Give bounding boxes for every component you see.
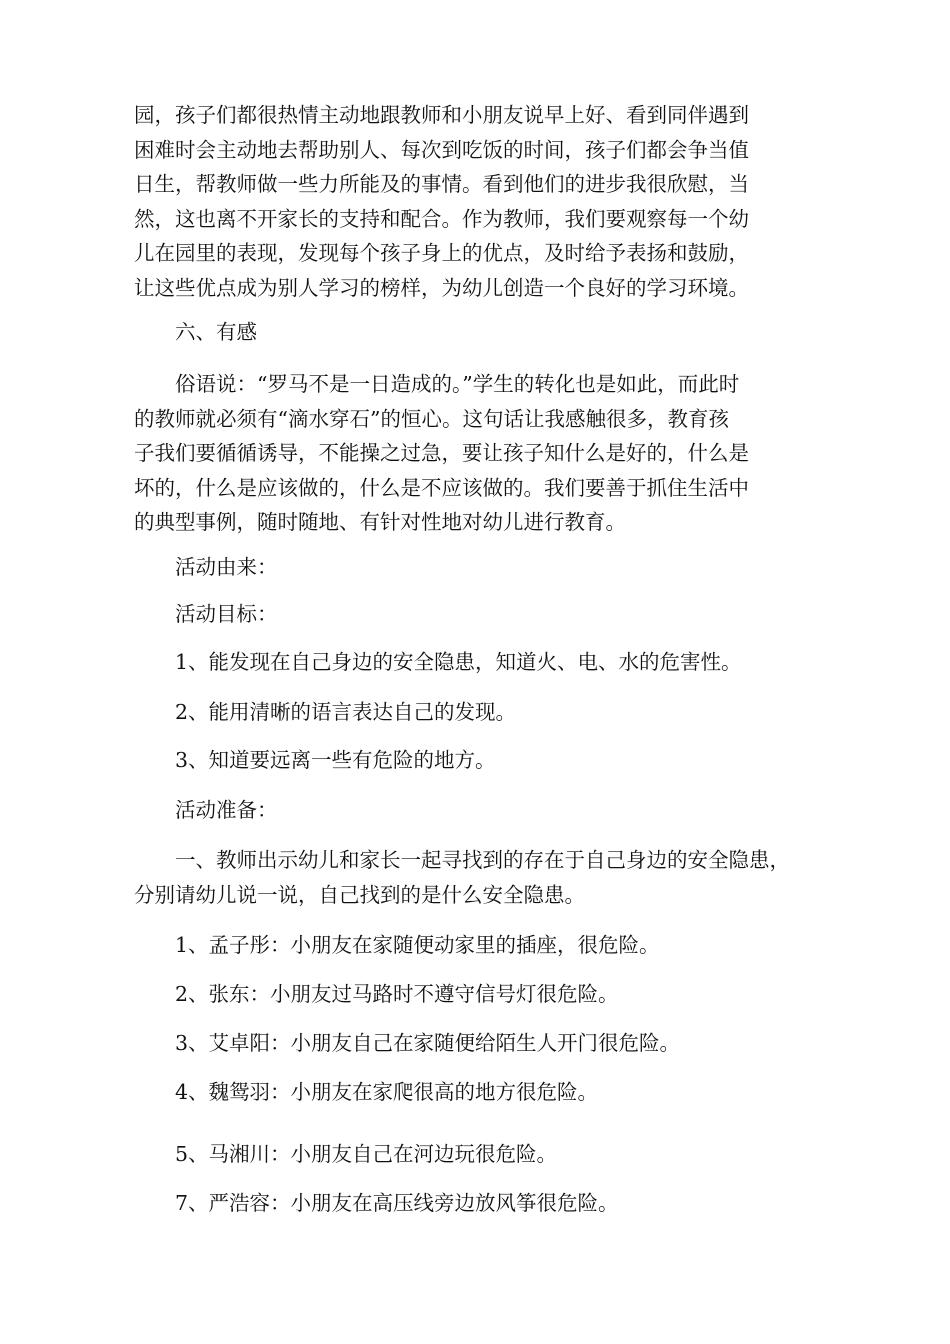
text-line: 六、有感 [134, 320, 257, 344]
text-line: 困难时会主动地去帮助别人、每次到吃饭的时间，孩子们都会争当值 [134, 137, 749, 162]
text-line: 然，这也离不开家长的支持和配合。作为教师，我们要观察每一个幼 [134, 206, 749, 231]
text-line: 活动目标： [134, 602, 278, 626]
text-line: 3、知道要远离一些有危险的地方。 [134, 748, 496, 772]
paragraph-kindergarten-progress [134, 98, 824, 305]
goal-item-3 [134, 743, 824, 778]
text-line: 的典型事例，随时随地、有针对性地对幼儿进行教育。 [134, 510, 626, 534]
section-heading-reflection [134, 315, 824, 350]
text-line: 7、严浩容：小朋友在高压线旁边放风筝很危险。 [134, 1191, 619, 1215]
text-line: 活动由来： [134, 555, 278, 579]
text-line: 5、马湘川：小朋友自己在河边玩很危险。 [134, 1142, 558, 1166]
activity-goals-label [134, 597, 824, 632]
text-line: 2、张东：小朋友过马路时不遵守信号灯很危险。 [134, 982, 619, 1006]
paragraph-teacher-shows [134, 843, 824, 912]
text-line: 日生，帮教师做一些力所能及的事情。看到他们的进步我很欣慰，当 [134, 172, 749, 196]
text-line: 1、孟子彤：小朋友在家随便动家里的插座，很危险。 [134, 933, 660, 957]
text-line: 子我们要循循诱导，不能操之过急，要让孩子知什么是好的，什么是 [134, 441, 749, 465]
text-line: 让这些优点成为别人学习的榜样，为幼儿创造一个良好的学习环境。 [134, 275, 749, 300]
paragraph-proverb [134, 367, 824, 540]
text-line: 3、艾卓阳：小朋友自己在家随便给陌生人开门很危险。 [134, 1031, 681, 1055]
hazard-item-3 [134, 1026, 824, 1061]
text-line: 俗语说：“罗马不是一日造成的。”学生的转化也是如此，而此时 [134, 372, 740, 396]
text-line: 4、魏鸳羽：小朋友在家爬很高的地方很危险。 [134, 1080, 599, 1104]
hazard-item-2 [134, 977, 824, 1012]
text-line: 活动准备： [134, 798, 278, 822]
text-line: 分别请幼儿说一说，自己找到的是什么安全隐患。 [134, 882, 585, 907]
hazard-item-7 [134, 1186, 824, 1221]
activity-prep-label [134, 793, 824, 828]
goal-item-1 [134, 645, 824, 680]
hazard-item-5 [134, 1137, 824, 1172]
text-line: 1、能发现在自己身边的安全隐患，知道火、电、水的危害性。 [134, 650, 742, 674]
goal-item-2 [134, 695, 824, 730]
text-line: 2、能用清晰的语言表达自己的发现。 [134, 700, 517, 724]
text-line: 的教师就必须有“滴水穿石”的恒心。这句话让我感触很多，教育孩 [134, 406, 729, 431]
hazard-item-1 [134, 928, 824, 963]
text-line: 坏的，什么是应该做的，什么是不应该做的。我们要善于抓住生活中 [134, 475, 749, 500]
hazard-item-4 [134, 1075, 824, 1110]
text-line: 儿在园里的表现，发现每个孩子身上的优点，及时给予表扬和鼓励， [134, 241, 749, 265]
text-line: 一、教师出示幼儿和家长一起寻找到的存在于自己身边的安全隐患， [134, 848, 790, 872]
text-line: 园，孩子们都很热情主动地跟教师和小朋友说早上好、看到同伴遇到 [134, 103, 749, 127]
activity-origin-label [134, 550, 824, 585]
